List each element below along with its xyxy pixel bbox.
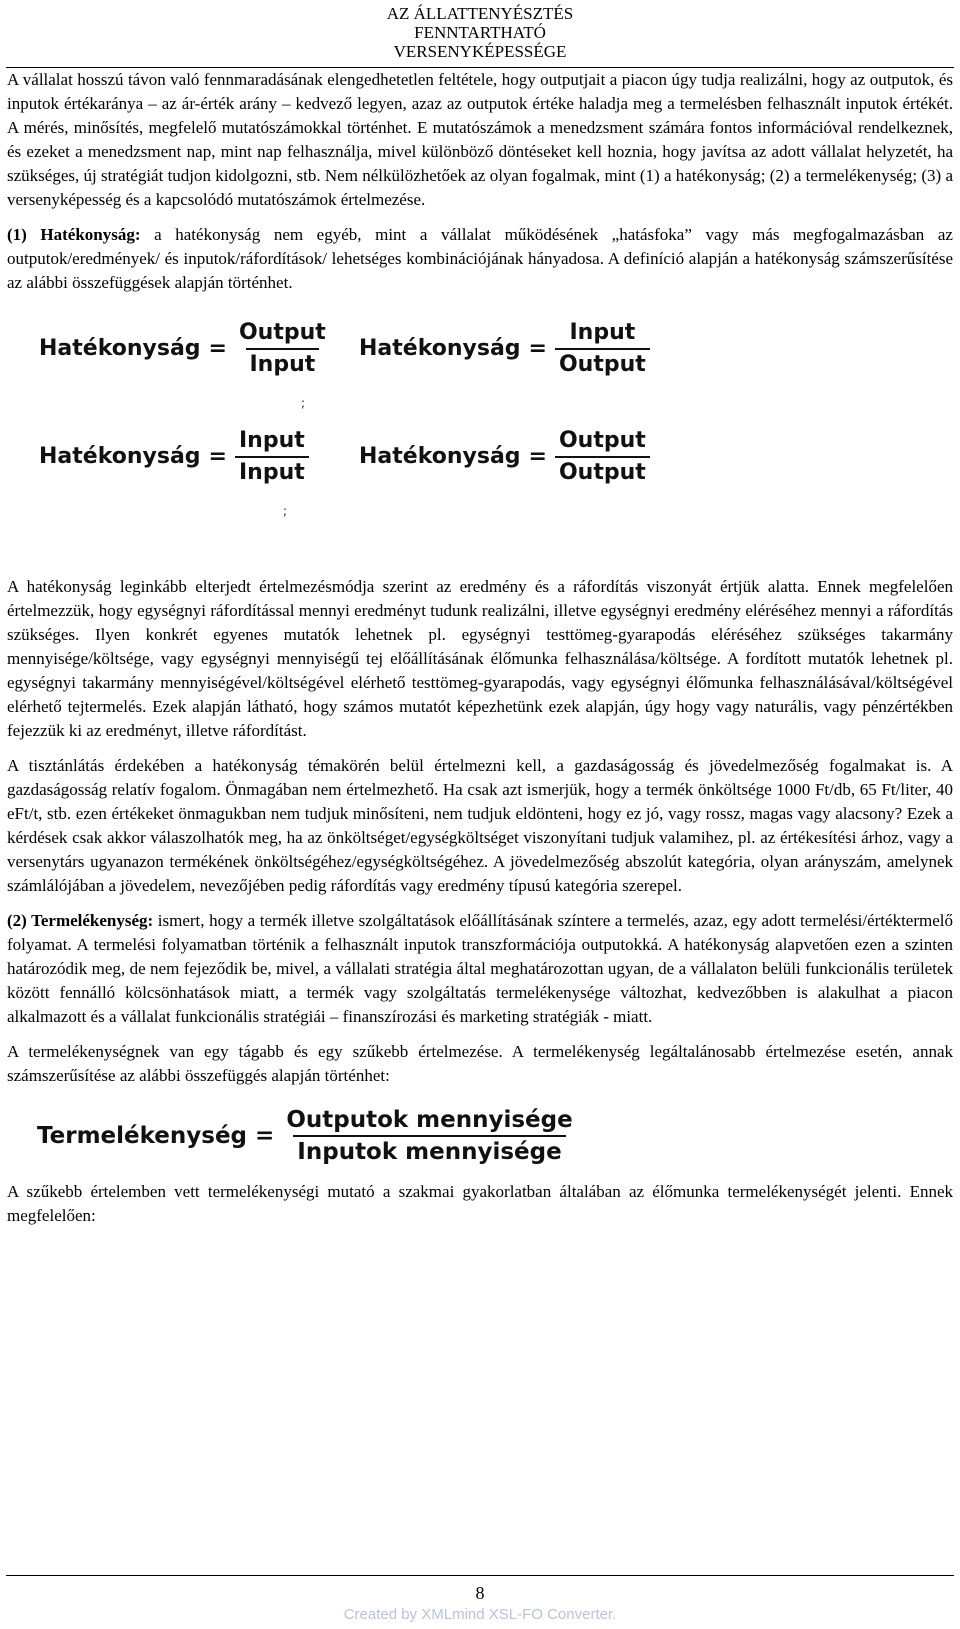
paragraph-efficiency [7, 223, 953, 295]
paragraph-productivity-broad: A termelékenységnek van egy tágabb és egy szűkebb értelmezése. A termelékenység legáltalánosabb értelmezése esetén, annak számszerűsítése az alábbi összefüggés alapján történhet: [7, 1042, 953, 1085]
productivity-definition: ismert, hogy a termék illetve szolgáltatások előállításának színtere a termelés, azaz, egy adott termelési/értéktermelő folyamat. A termelési folyamatban történik a felhasznált inputok transzformációja outputokká. A hatékonyság alapvetően ezen a szinten határozódik meg, de nem fejeződik be, mivel, a vállalati stratégia által meghatározottan ugyan, de a vállalaton belüli funkcionális területek között fennálló kölcsönhatások miatt, a termék vagy szolgáltatás termelékenysége változhat, kedvezőbben is alakulhat a piacon alkalmazott és a vállalat funkcionális stratégiái – finanszírozási és marketing stratégiák - miatt. [7, 911, 953, 1026]
paragraph-economy: A tisztánlátás érdekében a hatékonyság témakörén belül értelmezni kell, a gazdaságosság és jövedelmezőség fogalmakat is. A gazdaságosság relatív fogalom. Önmagában nem értelmezhető. Ha csak azt ismerjük, hogy a termék önköltsége 1000 Ft/db, 65 Ft/liter, 40 eFt/t, stb. ezen értékeket önmagukban nem tudjuk minősíteni, nem tudjuk eldönteni, hogy ez jó, vagy rossz, magas vagy alacsony? Ezek a kérdések csak akkor válaszolhatók meg, ha az önköltséget/egységköltséget viszonyítani tudjuk valamihez, pl. az értékesítési árhoz, vagy a versenytárs ugyanazon termékének önköltségéhez/egységköltségéhez. A jövedelmezőség abszolút kategória, olyan arányszám, amelynek számlálójában a jövedelem, nevezőjében pedig ráfordítás vagy eredmény típusú kategória szerepel. [7, 756, 953, 895]
formula-productivity: Termelékenység = $\frac{\text{Outputok mennyisége}}{\text{Inputok mennyisége}}$ [37, 1107, 573, 1165]
footer-rule [6, 1575, 954, 1576]
productivity-formula-area [7, 1088, 953, 1180]
paragraph-intro: A vállalat hosszú távon való fennmaradásának elengedhetetlen feltétele, hogy outputjait a piacon úgy tudja realizálni, hogy az outputok, és inputok értékaránya – az ár-érték arány – kedvező legyen, azaz az outputok értéke haladja meg a termelésben felhasznált inputok értékét. A mérés, minősítés, megfelelő mutatószámokkal történhet. E mutatószámok a menedzsment számára fontos információval rendelkeznek, és ezeket a menedzsment nap, mint nap felhasználja, mivel különböző döntéseket kell hoznia, hogy javítsa az adott vállalat helyzetét, ha szükséges, új stratégiát tudjon kidolgozni, stb. Nem nélkülözhetőek az olyan fogalmak, mint (1) a hatékonyság; (2) a termelékenység; (3) a versenyképesség és a kapcsolódó mutatószámok értelmezése. [7, 70, 953, 209]
paragraph-productivity-narrow: A szűkebb értelemben vett termelékenységi mutató a szakmai gyakorlatban általában az élőmunka termelékenységét jelenti. Ennek megfelelően: [7, 1182, 953, 1225]
productivity-heading: (2) Termelékenység: [7, 911, 154, 930]
formula-output-per-output: Hatékonyság = $\frac{\text{Output}}{\text{Output}}$ [359, 429, 650, 485]
efficiency-heading: (1) Hatékonyság: [7, 225, 141, 244]
efficiency-formulas [7, 295, 953, 575]
body-text [7, 68, 953, 1228]
page-number: 8 [475, 1583, 485, 1603]
formula-output-per-input: Hatékonyság = $\frac{\text{Output}}{\text{Input}}$ [39, 320, 326, 377]
header-line-1: AZ ÁLLATTENYÉSZTÉS [386, 4, 574, 23]
efficiency-definition: a hatékonyság nem egyéb, mint a vállalat működésének „hatásfoka” vagy más megfogalmazásban az outputok/eredmények/ és inputok/ráfordítások/ lehetséges kombinációjának hányadosa. A definíció alapján a hatékonyság számszerűsítése az alábbi összefüggések alapján történhet. [7, 225, 953, 292]
header-line-2: FENNTARTHATÓ [414, 23, 546, 42]
running-header [0, 4, 960, 61]
formula-input-per-input: Hatékonyság = $\frac{\text{Input}}{\text{Input}}$ [39, 429, 309, 485]
creator-watermark: Created by XMLmind XSL-FO Converter. [343, 1606, 617, 1623]
formula-separator: ; [283, 504, 288, 518]
paragraph-productivity [7, 909, 953, 1029]
formula-separator: ; [301, 396, 306, 410]
paragraph-interpretation: A hatékonyság leginkább elterjedt értelmezésmódja szerint az eredmény és a ráfordítás viszonyát értjük alatta. Ennek megfelelően értelmezzük, hogy egységnyi ráfordítással mennyi eredményt tudunk realizálni, illetve egységnyi eredmény eléréséhez mennyi a ráfordítás szükséges. Ilyen konkrét egyenes mutatók lehetnek pl. egységnyi testtömeg-gyarapodás eléréséhez szükséges takarmány mennyisége/költsége, vagy egységnyi mennyiségű tej előállításának élőmunka felhasználása/költsége. A fordított mutatók lehetnek pl. egységnyi takarmány mennyiségével/költségével elérhető testtömeg-gyarapodás, vagy egységnyi élőmunka felhasználásával/költségével elérhető tejtermelés. Ezek alapján látható, hogy számos mutatót képezhetünk ezek alapján, úgy hogy vagy naturális, vagy pénzértékben fejezzük ki az eredményt, illetve ráfordítást. [7, 577, 953, 740]
formula-input-per-output: Hatékonyság = $\frac{\text{Input}}{\text{Output}}$ [359, 321, 650, 377]
header-line-3: VERSENYKÉPESSÉGE [393, 42, 567, 61]
